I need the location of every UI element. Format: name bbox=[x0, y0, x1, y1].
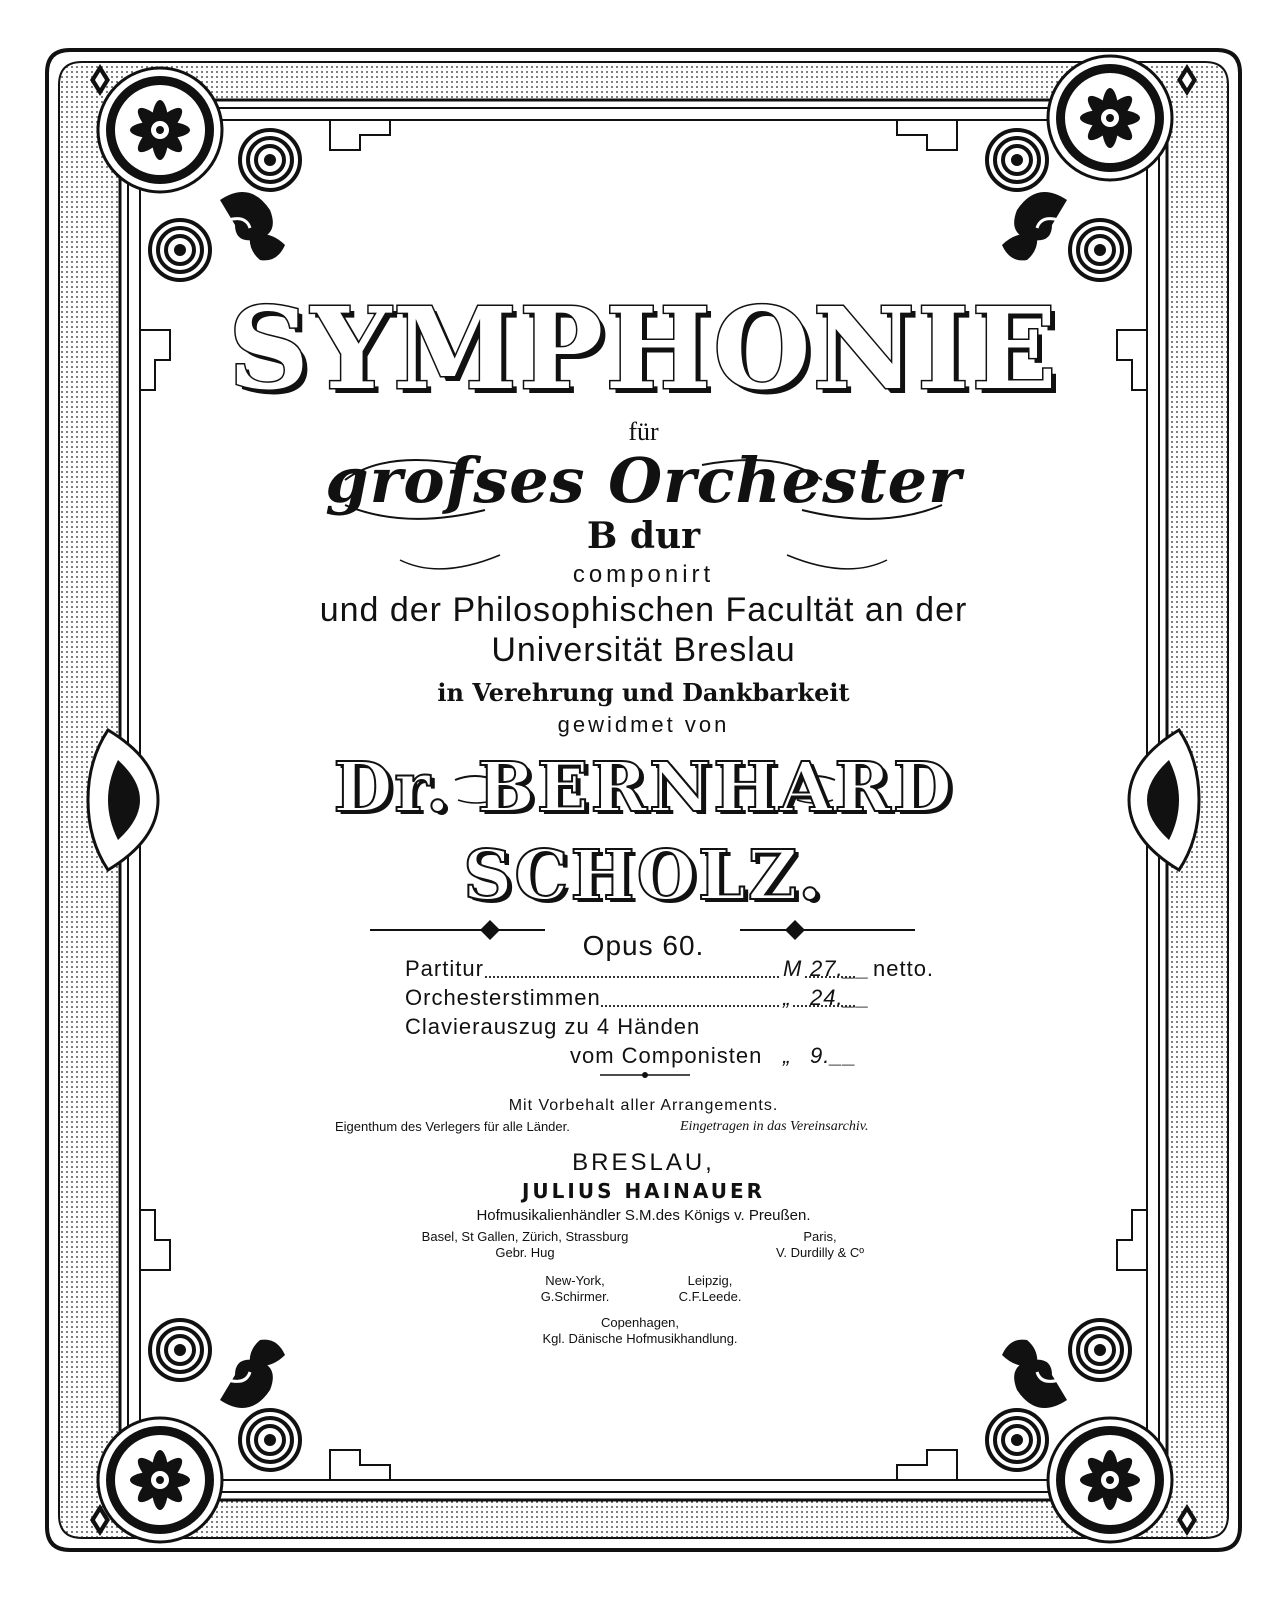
agent-leipzig bbox=[660, 1273, 760, 1305]
reservation-note: Mit Vorbehalt aller Arrangements. bbox=[508, 1097, 779, 1114]
price-list bbox=[405, 956, 965, 1072]
key-label: B dur bbox=[586, 515, 701, 557]
ensemble-label: grofses Orchester bbox=[325, 444, 962, 517]
agent-basel-city: Basel, St Gallen, Zürich, Strassburg bbox=[421, 1229, 629, 1244]
agent-copenhagen bbox=[480, 1315, 800, 1347]
court-title: Hofmusikalienhändler S.M.des Königs v. Preußen. bbox=[476, 1207, 811, 1224]
agent-newyork-firm: G.Schirmer. bbox=[540, 1289, 610, 1304]
composer-name: Dr. BERNHARD SCHOLZ. bbox=[333, 748, 954, 916]
price-row bbox=[405, 1014, 965, 1043]
dedication-line-1: und der Philosophischen Facultät an der bbox=[319, 591, 968, 629]
price-value: 27.__ bbox=[810, 956, 871, 981]
price-currency: „ bbox=[783, 1043, 792, 1068]
agent-copenhagen-city: Copenhagen, bbox=[600, 1315, 680, 1330]
agent-copenhagen-firm: Kgl. Dänische Hofmusikhandlung. bbox=[542, 1331, 738, 1346]
price-label: Clavierauszug zu 4 Händen bbox=[405, 1014, 701, 1039]
price-currency: „ bbox=[783, 985, 792, 1010]
agent-basel-firm: Gebr. Hug bbox=[495, 1245, 555, 1260]
price-value: 9.__ bbox=[810, 1043, 857, 1068]
publisher-city: BRESLAU, bbox=[572, 1149, 715, 1176]
for-label: für bbox=[628, 417, 659, 446]
agent-paris-city: Paris, bbox=[803, 1229, 837, 1244]
price-suffix: netto. bbox=[873, 956, 935, 981]
agent-newyork-city: New-York, bbox=[545, 1273, 605, 1288]
opus-number: Opus 60. bbox=[582, 930, 705, 961]
price-currency: M bbox=[783, 956, 803, 981]
main-title: SYMPHONIE bbox=[228, 284, 1059, 415]
dedication-line-3: in Verehrung und Dankbarkeit bbox=[437, 678, 850, 707]
price-value: 24.__ bbox=[810, 985, 871, 1010]
agent-leipzig-city: Leipzig, bbox=[687, 1273, 733, 1288]
dedication-line-2: Universität Breslau bbox=[491, 631, 796, 669]
dedicated-by-label: gewidmet von bbox=[557, 712, 730, 737]
composed-label: componirt bbox=[572, 561, 715, 588]
price-row bbox=[405, 1043, 965, 1072]
agent-paris bbox=[730, 1229, 910, 1261]
price-label: Orchesterstimmen bbox=[405, 985, 601, 1010]
price-label: vom Componisten bbox=[570, 1043, 763, 1068]
price-row bbox=[405, 956, 965, 985]
publisher-name: JULIUS HAINAUER bbox=[521, 1179, 766, 1203]
property-note: Eigenthum des Verlegers für alle Länder. bbox=[335, 1119, 570, 1134]
agent-leipzig-firm: C.F.Leede. bbox=[678, 1289, 742, 1304]
price-label: Partitur bbox=[405, 956, 484, 981]
agent-paris-firm: V. Durdilly & Cº bbox=[775, 1245, 865, 1260]
price-row bbox=[405, 985, 965, 1014]
agent-newyork bbox=[515, 1273, 635, 1305]
title-block bbox=[170, 284, 1117, 1346]
agent-basel bbox=[405, 1229, 645, 1261]
registration-note: Eingetragen in das Vereinsarchiv. bbox=[680, 1119, 869, 1134]
